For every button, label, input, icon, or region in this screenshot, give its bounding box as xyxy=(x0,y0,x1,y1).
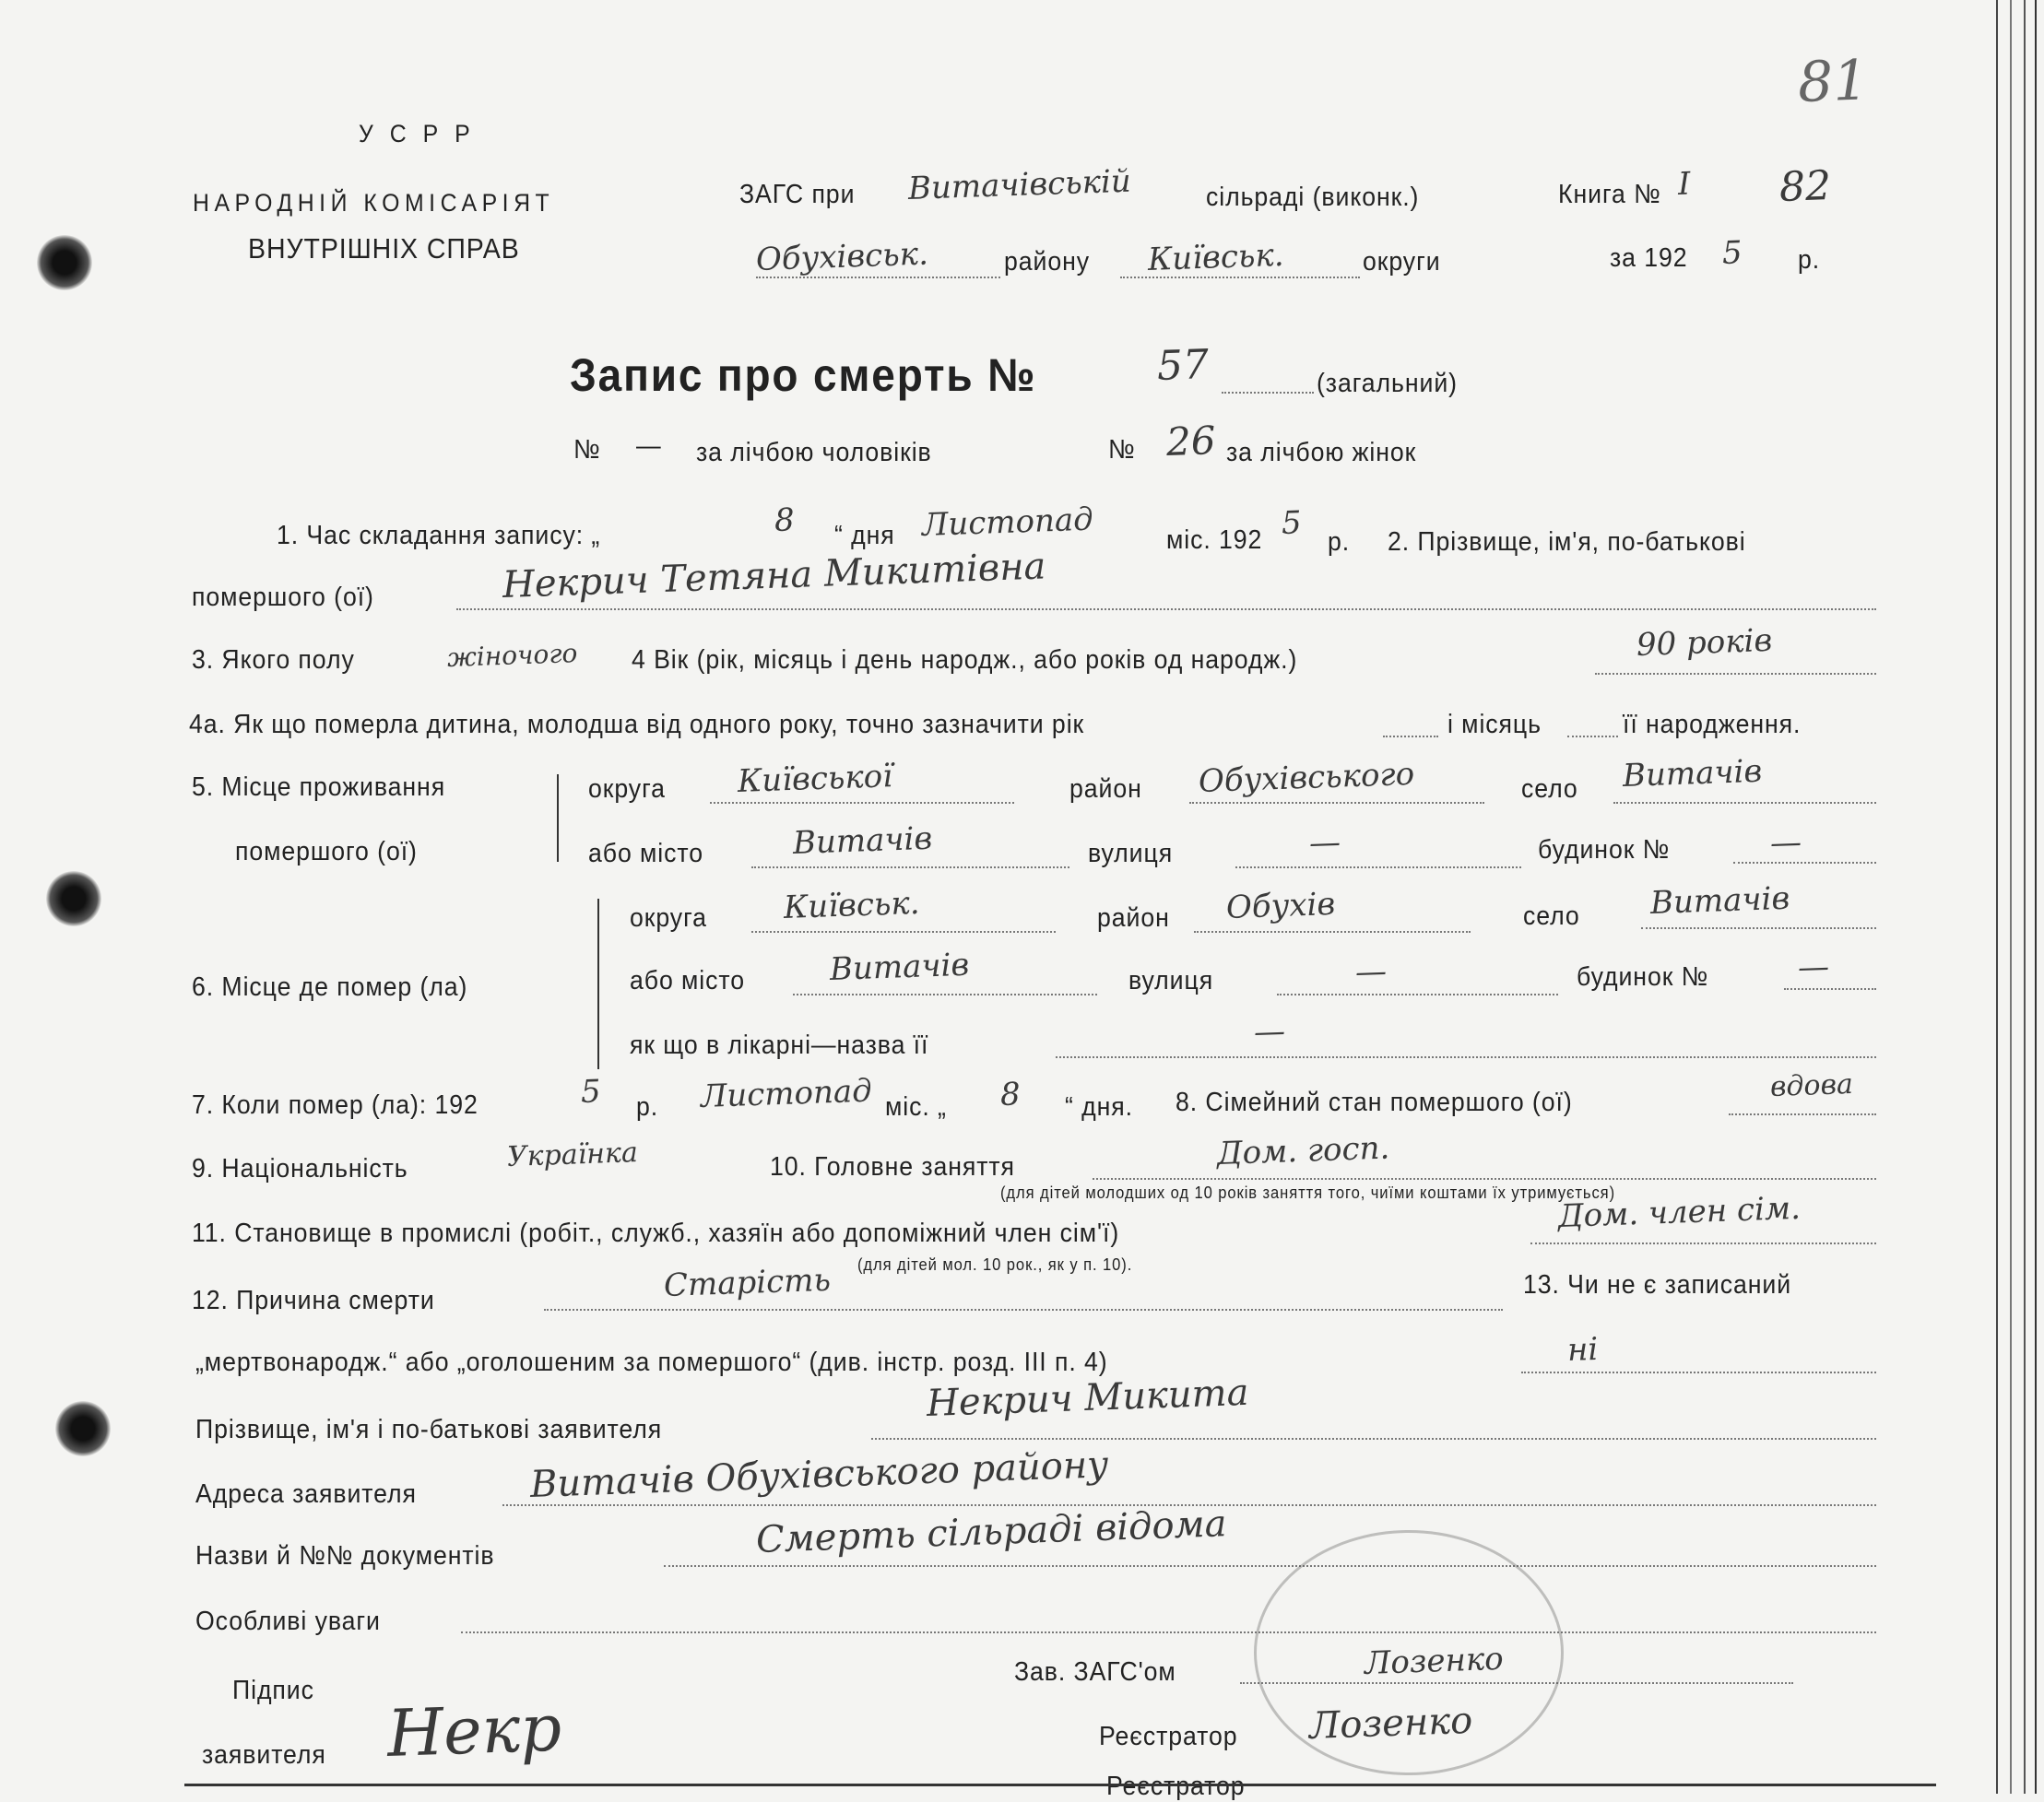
punch-hole xyxy=(55,1401,111,1456)
f5-okruha-value: Київської xyxy=(737,758,893,800)
applicant-address: Витачів Обухівського району xyxy=(529,1443,1110,1506)
applicant-signature: Некр xyxy=(385,1690,563,1772)
year-digit: 5 xyxy=(1721,234,1743,272)
registrar-signature: Лозенко xyxy=(1308,1699,1473,1748)
women-prefix: № xyxy=(1108,435,1136,465)
applicant-label: Прізвище, ім'я і по-батькові заявителя xyxy=(195,1415,663,1444)
okruha-value: Київськ. xyxy=(1147,236,1285,278)
book-label: Книга № xyxy=(1558,180,1661,209)
f1-day: 8 xyxy=(774,501,796,539)
notes-label: Особливі уваги xyxy=(195,1607,381,1636)
f6-raion-value: Обухів xyxy=(1225,885,1336,926)
docs-label: Назви й №№ документів xyxy=(195,1541,495,1571)
f11-position: Дом. член сім. xyxy=(1557,1189,1802,1235)
f11-label: 11. Становище в промислі (робіт., служб., хазяїн або допоміжний член сім'ї) xyxy=(192,1219,1120,1248)
f5-raion-label: район xyxy=(1069,774,1142,804)
applicant-name: Некрич Микита xyxy=(926,1371,1250,1425)
f8-marital: вдова xyxy=(1769,1067,1854,1103)
page-edge xyxy=(2010,0,2012,1794)
year-prefix: за 192 xyxy=(1610,243,1688,273)
f3-sex: жіночого xyxy=(446,638,578,673)
page-number: 82 xyxy=(1778,162,1832,211)
f6-misto-label: або місто xyxy=(630,966,746,995)
f6-raion-label: район xyxy=(1097,903,1170,933)
f9-label: 9. Національність xyxy=(192,1154,408,1184)
f1-month: Листопад xyxy=(921,501,1094,544)
hospital-label: як що в лікарні—назва її xyxy=(630,1031,929,1060)
women-label: за лічбою жінок xyxy=(1226,438,1417,467)
f10-note: (для дітей молодших од 10 років заняття того, чиїми коштами їх утримується) xyxy=(1000,1184,1616,1202)
official-stamp xyxy=(1254,1530,1564,1775)
f11-note: (для дітей мол. 10 рок., як у п. 10). xyxy=(857,1255,1133,1274)
folio-number: 81 xyxy=(1796,48,1870,115)
record-number: 57 xyxy=(1156,341,1210,390)
hospital-value: — xyxy=(1253,1012,1286,1051)
men-label: за лічбою чоловіків xyxy=(696,438,932,467)
f1-mis: міс. 192 xyxy=(1166,525,1263,555)
page-edge xyxy=(2024,0,2026,1794)
f8-label: 8. Сімейний стан помершого (ої) xyxy=(1176,1088,1573,1117)
f13-value: ні xyxy=(1566,1330,1599,1369)
f6-selo-value: Витачів xyxy=(1649,879,1790,922)
raion-label: району xyxy=(1004,247,1091,277)
f7-day: 8 xyxy=(999,1076,1022,1113)
sign-label2: заявителя xyxy=(202,1740,326,1770)
state-label: У С Р Р xyxy=(359,120,476,147)
f10-label: 10. Головне заняття xyxy=(770,1152,1015,1182)
f5-budynok-label: будинок № xyxy=(1538,835,1671,865)
f4-age: 90 років xyxy=(1636,621,1773,664)
women-value: 26 xyxy=(1165,418,1217,465)
f5-label: 5. Місце проживання xyxy=(192,772,446,802)
deceased-name: Некрич Тетяна Микитівна xyxy=(502,545,1047,607)
f5-selo-value: Витачів xyxy=(1622,752,1763,795)
f6-vulytsia-label: вулиця xyxy=(1128,966,1214,995)
men-prefix: № xyxy=(573,435,601,465)
f5-vulytsia-label: вулиця xyxy=(1088,839,1174,868)
f6-vulytsia-value: — xyxy=(1354,952,1388,991)
address-label: Адреса заявителя xyxy=(195,1479,417,1509)
docs-value: Смерть сільраді відома xyxy=(755,1502,1228,1561)
okruha-label: округи xyxy=(1363,247,1441,277)
book-number: I xyxy=(1677,165,1692,203)
f5-budynok-value: — xyxy=(1769,823,1802,862)
f13-label: 13. Чи не є записаний xyxy=(1523,1270,1792,1300)
f2-label: 2. Прізвище, ім'я, по-батькові xyxy=(1388,527,1746,557)
f10-occupation: Дом. госп. xyxy=(1216,1129,1390,1172)
f6-misto-value: Витачів xyxy=(829,946,970,988)
record-general-label: (загальний) xyxy=(1317,369,1458,398)
f4-label: 4 Вік (рік, місяць і день народж., або років од народж.) xyxy=(632,645,1298,675)
f13-label2: „мертвонародж.“ або „оголошеним за помершого“ (див. інстр. розд. III п. 4) xyxy=(195,1348,1108,1377)
f7-month: Листопад xyxy=(700,1072,873,1115)
f3-label: 3. Якого полу xyxy=(192,645,355,675)
selrada-label: сільраді (виконк.) xyxy=(1206,183,1420,212)
men-value: — xyxy=(636,431,662,461)
f6-selo-label: село xyxy=(1523,901,1580,931)
punch-hole xyxy=(37,235,92,290)
f1-year: 5 xyxy=(1281,504,1303,542)
f6-budynok-value: — xyxy=(1797,948,1830,986)
f4a-month: і місяць xyxy=(1447,710,1542,739)
f7-label: 7. Коли помер (ла): 192 xyxy=(192,1090,479,1120)
zags-head-label: Зав. ЗАГС'ом xyxy=(1014,1657,1176,1687)
f5-vulytsia-value: — xyxy=(1308,823,1341,862)
f12-cause: Старість xyxy=(663,1261,832,1304)
f5-okruha-label: округа xyxy=(588,774,666,804)
ministry-line1: НАРОДНІЙ КОМІСАРІЯТ xyxy=(193,189,555,217)
ministry-line2: ВНУТРІШНІХ СПРАВ xyxy=(248,232,520,265)
f5-misto-value: Витачів xyxy=(792,819,933,862)
registrar-label: Реєстратор xyxy=(1099,1722,1238,1751)
f4a-end: її народження. xyxy=(1623,710,1802,739)
zags-village-value: Витачівській xyxy=(907,162,1132,207)
page-edge xyxy=(2035,0,2037,1794)
f7-year: 5 xyxy=(580,1073,602,1111)
f1-day-suffix: “ дня xyxy=(834,521,895,550)
f7-mis: міс. „ xyxy=(885,1092,947,1122)
f9-nationality: Українка xyxy=(506,1137,639,1173)
f5-selo-label: село xyxy=(1521,774,1578,804)
f1-label: 1. Час складання запису: „ xyxy=(277,521,601,550)
page-edge xyxy=(1996,0,1998,1794)
f4a-label: 4а. Як що померла дитина, молодша від одного року, точно зазначити рік xyxy=(189,710,1085,739)
f5-raion-value: Обухівського xyxy=(1198,755,1415,800)
f6-label: 6. Місце де помер (ла) xyxy=(192,972,468,1002)
f5-label2: помершого (ої) xyxy=(235,837,418,866)
f7-day-suffix: “ дня. xyxy=(1065,1092,1133,1122)
f2-label2: помершого (ої) xyxy=(192,583,374,612)
f6-okruha-label: округа xyxy=(630,903,707,933)
bottom-rule xyxy=(184,1784,1936,1786)
sign-label: Підпис xyxy=(232,1676,314,1705)
zags-head-signature: Лозенко xyxy=(1364,1640,1505,1682)
page-title: Запис про смерть № xyxy=(570,349,1037,401)
registrar-bottom-label: Реєстратор xyxy=(1106,1772,1246,1801)
f1-r: р. xyxy=(1328,527,1351,557)
f7-r: р. xyxy=(636,1092,659,1122)
f12-label: 12. Причина смерти xyxy=(192,1286,435,1315)
punch-hole xyxy=(46,871,101,926)
f6-okruha-value: Київськ. xyxy=(783,884,921,926)
f6-budynok-label: будинок № xyxy=(1577,962,1709,992)
f5-misto-label: або місто xyxy=(588,839,704,868)
raion-value: Обухівськ. xyxy=(755,235,929,278)
zags-prefix: ЗАГС при xyxy=(739,180,856,209)
year-suffix: р. xyxy=(1798,245,1821,275)
